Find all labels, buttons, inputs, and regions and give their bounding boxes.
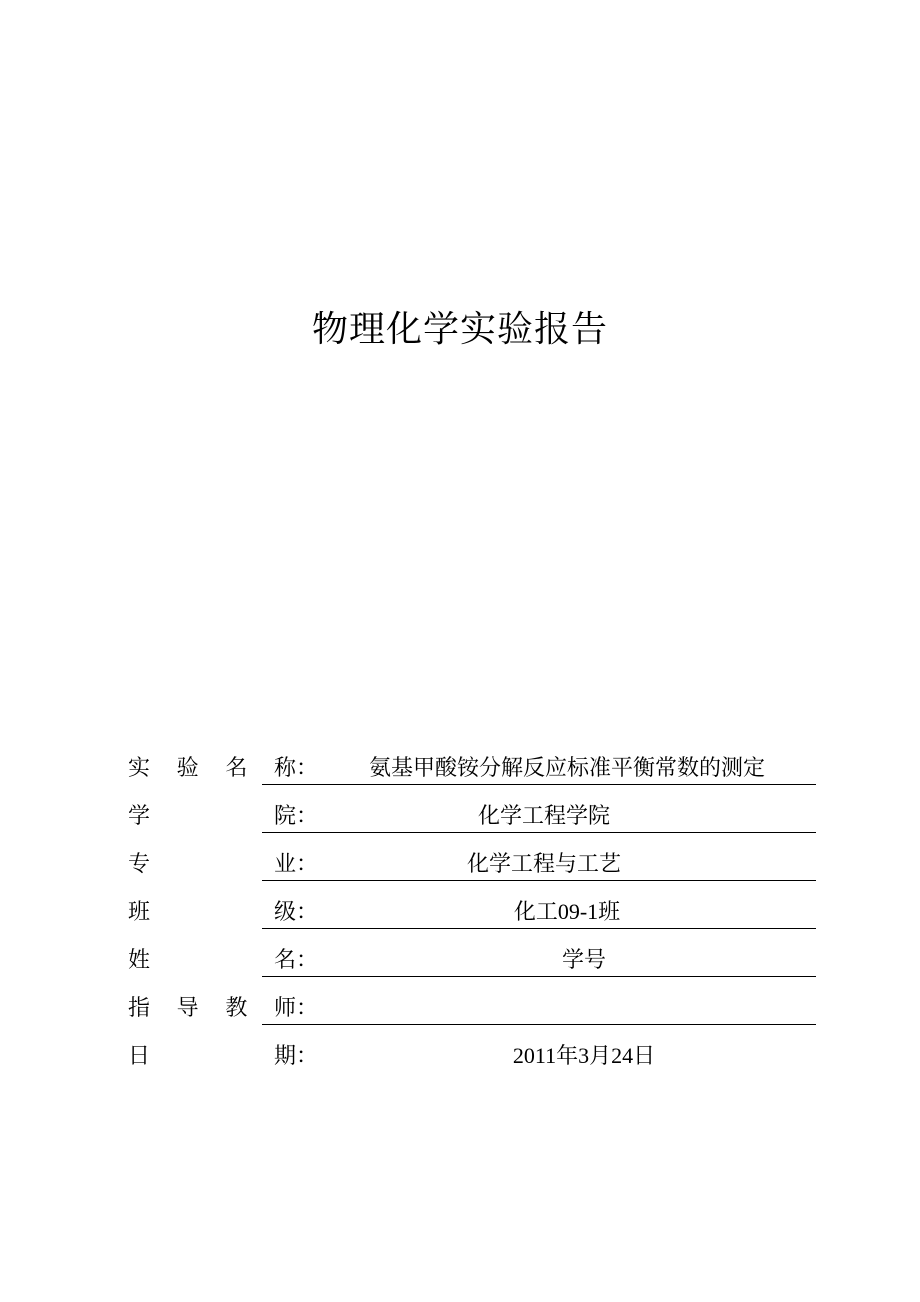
field-name	[128, 939, 816, 987]
label-char: 班	[128, 899, 151, 925]
field-value: 学号	[561, 947, 606, 973]
field-label	[128, 795, 318, 833]
field-value: 2011年3月24日	[512, 1042, 656, 1068]
label-char: 导	[176, 995, 199, 1021]
label-char: 级：	[273, 899, 318, 925]
field-date	[128, 1035, 816, 1083]
label-char: 指	[128, 995, 151, 1021]
label-char: 日	[128, 1043, 151, 1069]
field-value: 化学工程学院	[477, 803, 610, 829]
field-instructor	[128, 987, 816, 1035]
label-char: 师：	[273, 995, 318, 1021]
label-char: 名：	[273, 947, 318, 973]
field-label	[128, 747, 318, 785]
field-label	[128, 939, 318, 977]
field-label	[128, 843, 318, 881]
label-char: 业：	[273, 851, 318, 877]
label-char: 验	[176, 755, 199, 781]
field-value	[318, 987, 816, 1025]
field-label	[128, 891, 318, 929]
field-label	[128, 987, 318, 1025]
label-char: 专	[128, 851, 151, 877]
report-info-form	[128, 747, 816, 1083]
label-char: 姓	[128, 947, 151, 973]
label-char: 期：	[273, 1043, 318, 1069]
field-value: 化工09-1班	[513, 898, 621, 924]
label-char: 实	[128, 755, 151, 781]
field-label	[128, 1035, 318, 1073]
field-class	[128, 891, 816, 939]
field-value: 氨基甲酸铵分解反应标准平衡常数的测定	[368, 755, 765, 781]
label-char: 学	[128, 803, 151, 829]
report-title: 物理化学实验报告	[311, 309, 608, 350]
field-value: 化学工程与工艺	[466, 851, 621, 877]
label-char: 名	[225, 755, 248, 781]
field-major	[128, 843, 816, 891]
field-experiment-name	[128, 747, 816, 795]
label-char: 教	[225, 995, 248, 1021]
field-college	[128, 795, 816, 843]
label-char: 院：	[273, 803, 318, 829]
label-char: 称：	[273, 755, 318, 781]
